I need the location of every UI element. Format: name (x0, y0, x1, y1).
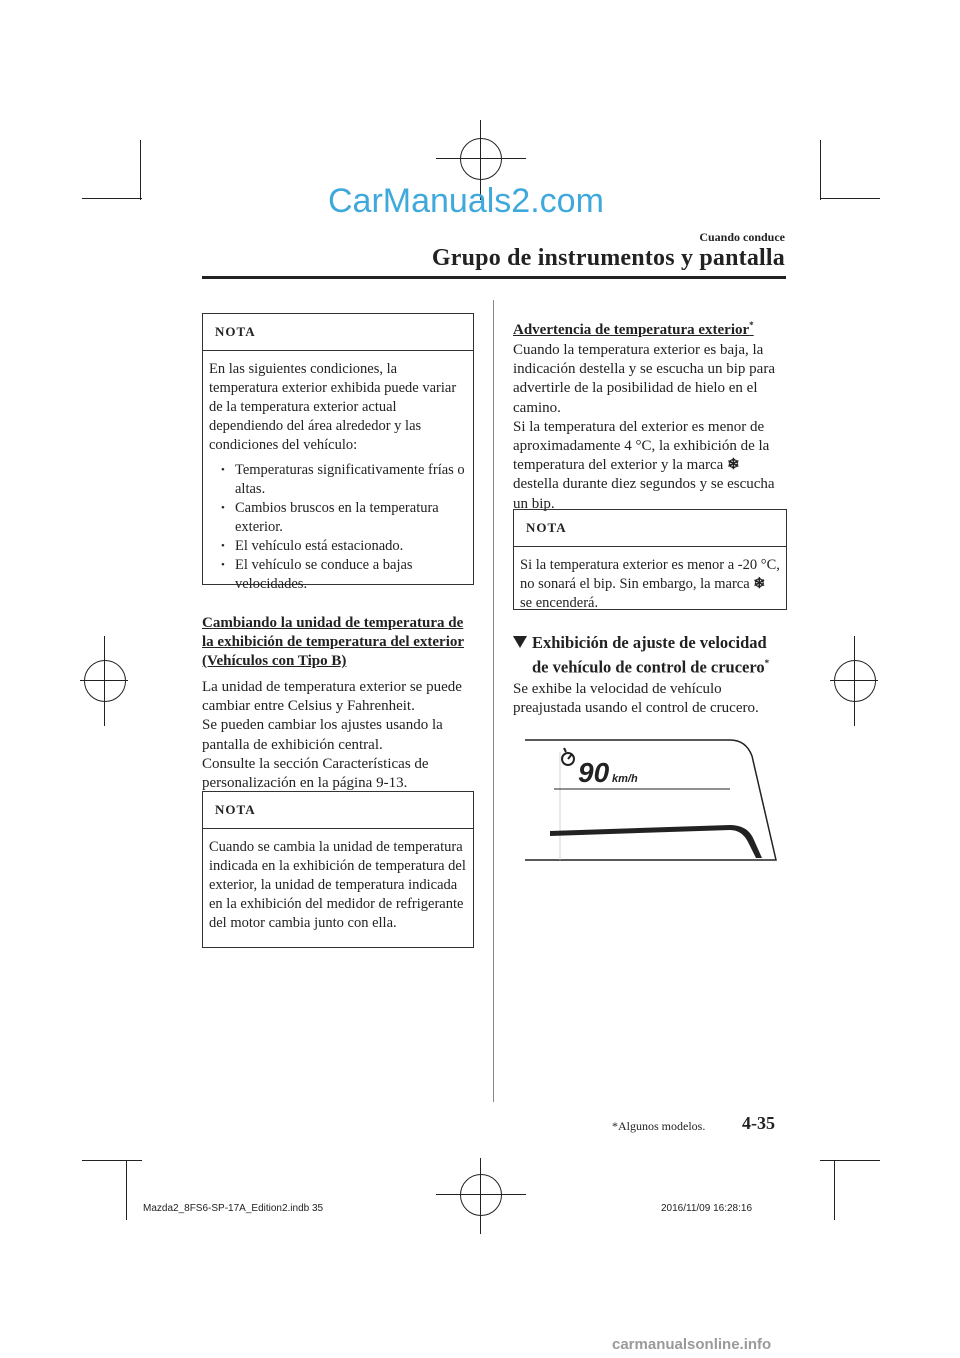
crop-mark (82, 1160, 142, 1161)
print-info: Mazda2_8FS6-SP-17A_Edition2.indb 35 (143, 1203, 324, 1214)
subsection-heading: Exhibición de ajuste de velocidad de vehículo de control de crucero* (532, 633, 770, 677)
note-title: NOTA (203, 314, 473, 351)
display-bar (550, 825, 762, 858)
crop-mark (82, 198, 142, 199)
note-box (513, 509, 787, 610)
cruise-speed-display (520, 732, 782, 872)
footer-watermark[interactable]: carmanualsonline.info (612, 1336, 772, 1353)
crop-mark (820, 140, 821, 200)
column-divider (493, 300, 494, 1102)
paragraph: Se pueden cambiar los ajustes usando la pantalla de exhibición central. (202, 717, 443, 753)
list-item: • El vehículo se conduce a bajas velocidades. (229, 556, 467, 594)
note-body: Si la temperatura exterior es menor a -20 °C, no sonará el bip. Sin embargo, la marca ❄ se encenderá. (520, 557, 780, 611)
print-timestamp: 2016/11/09 16:28:16 (661, 1203, 753, 1214)
asterisk: * (764, 658, 770, 668)
registration-mark (104, 636, 105, 726)
header-rule (202, 276, 786, 279)
note-body (203, 351, 473, 602)
section-heading: Cambiando la unidad de temperatura de la exhibición de temperatura del exterior (Vehículos con Tipo B) (202, 615, 465, 669)
body-text (513, 341, 789, 514)
snowflake-icon: ❄ (753, 576, 766, 592)
paragraph: Cuando la temperatura exterior es baja, la indicación destella y se escucha un bip para advertirle de la posibilidad de hielo en el camino. (513, 342, 775, 416)
body-text: Se exhibe la velocidad de vehículo preajustada usando el control de crucero. (513, 681, 759, 717)
snowflake-icon: ❄ (727, 457, 740, 474)
note-box (202, 313, 474, 592)
crop-mark (834, 1160, 835, 1220)
paragraph: Si la temperatura del exterior es menor de aproximadamente 4 °C, la exhibición de la temperatura del exterior y la marca ❄ destella durante diez segundos y se escucha un bip. (513, 418, 775, 512)
list-item: • Temperaturas significativamente frías o altas. (229, 461, 467, 499)
crop-mark (820, 1160, 880, 1161)
crop-mark (820, 198, 880, 199)
body-text (202, 678, 477, 793)
note-list (209, 461, 467, 594)
section-label: Cuando conduce (699, 230, 785, 244)
crop-mark (140, 140, 141, 200)
registration-mark (480, 1158, 481, 1234)
page-number: 4-35 (742, 1113, 775, 1133)
speed-unit: km/h (612, 773, 638, 785)
watermark[interactable]: CarManuals2.com (328, 182, 604, 220)
heading-text: Advertencia de temperatura exterior (513, 322, 750, 338)
note-body: Cuando se cambia la unidad de temperatura indicada en la exhibición de temperatura del exterior, la unidad de temperatura indicada en la exhibición del medidor de refrigerante del motor cambia junto con ella. (209, 839, 466, 931)
footnote: *Algunos modelos. (612, 1119, 706, 1133)
asterisk: * (749, 320, 754, 330)
paragraph: La unidad de temperatura exterior se puede cambiar entre Celsius y Fahrenheit. (202, 679, 462, 715)
note-intro: En las siguientes condiciones, la temperatura exterior exhibida puede variar de la temperatura exterior actual dependiendo del área alrededor y las condiciones del vehículo: (209, 361, 457, 453)
cruise-control-icon (562, 748, 574, 765)
crop-mark (126, 1160, 127, 1220)
triangle-bullet-icon (513, 636, 527, 648)
list-item: • Cambios bruscos en la temperatura exterior. (229, 499, 467, 537)
speed-value: 90 (578, 757, 610, 788)
list-item: • El vehículo está estacionado. (229, 537, 467, 556)
note-box (202, 791, 474, 948)
section-heading (513, 316, 793, 340)
note-title: NOTA (514, 510, 786, 547)
page-title: Grupo de instrumentos y pantalla (431, 245, 785, 271)
note-title: NOTA (203, 792, 473, 829)
paragraph: Consulte la sección Características de personalización en la página 9-13. (202, 755, 429, 792)
registration-mark (854, 636, 855, 726)
